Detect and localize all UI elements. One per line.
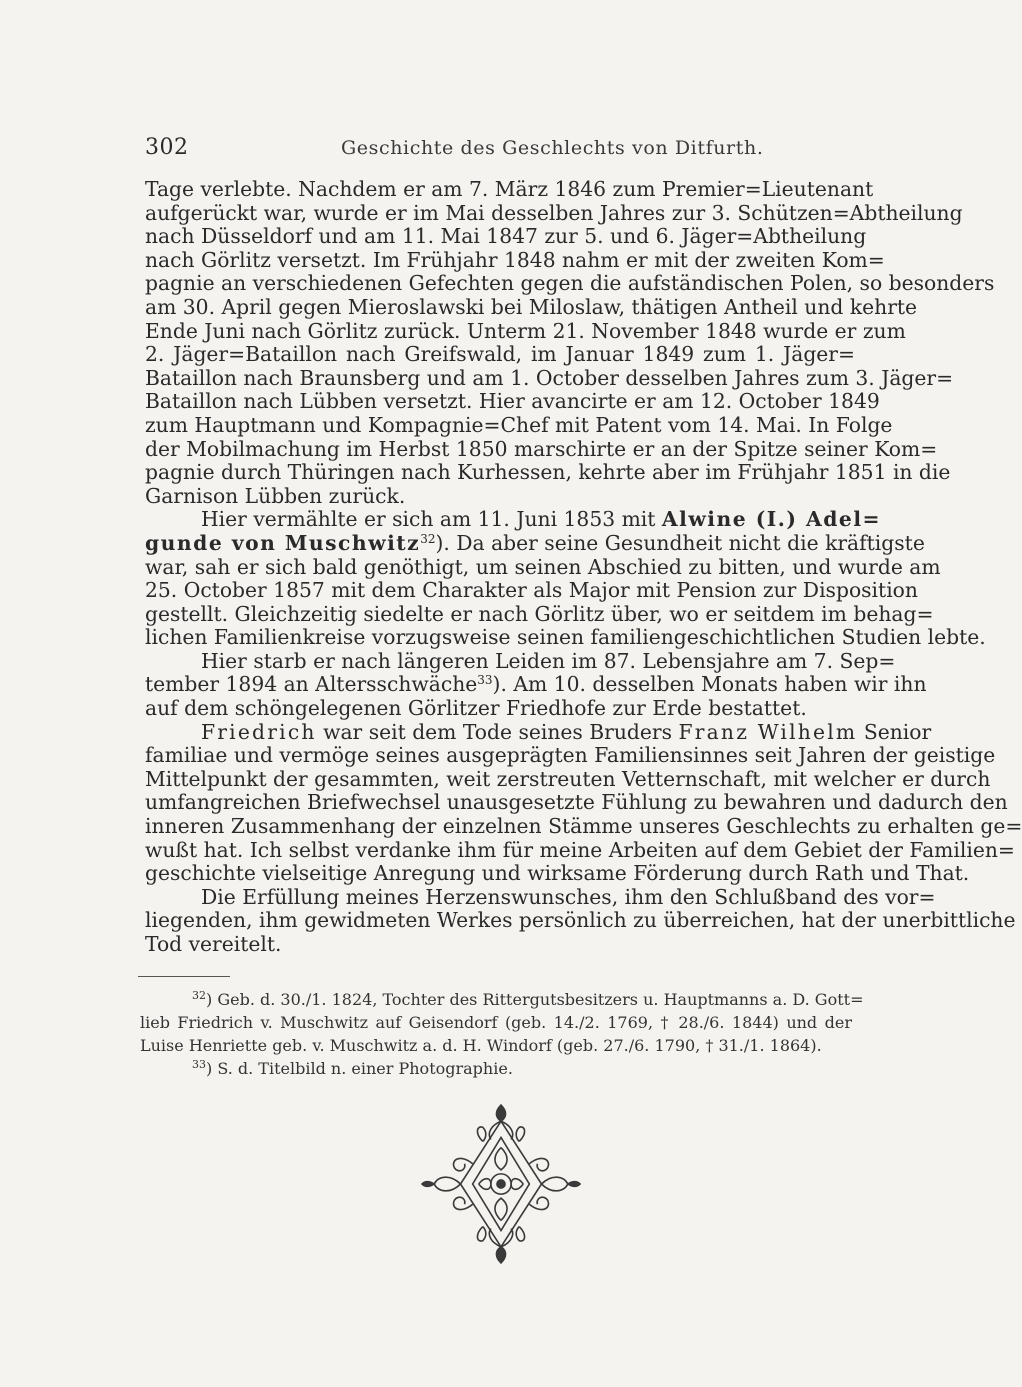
text-line — [145, 530, 925, 556]
text-line: liegenden, ihm gewidmeten Werkes persönlich zu überreichen, hat der unerbittliche — [145, 908, 1016, 933]
footnote-ref: 33 — [477, 673, 493, 688]
text-line: inneren Zusammenhang der einzelnen Stämme unseres Geschlechts zu erhalten ge= — [145, 814, 1022, 839]
person-name: Alwine (I.) Adel= — [661, 507, 882, 532]
text-run: ) S. d. Titelbild n. einer Photographie. — [206, 1059, 513, 1078]
footnotes — [140, 988, 864, 1080]
footnote-number: 32 — [192, 989, 206, 1002]
text-line: 2. Jäger=Bataillon nach Greifswald, im Januar 1849 zum 1. Jäger= — [145, 342, 855, 367]
text-line: 25. October 1857 mit dem Charakter als Major mit Pension zur Disposition — [145, 578, 918, 603]
text-line: Mittelpunkt der gesammten, weit zerstreuten Vetternschaft, mit welcher er durch — [145, 766, 991, 791]
text-line: wußt hat. Ich selbst verdanke ihm für meine Arbeiten auf dem Gebiet der Familien= — [145, 837, 1015, 862]
footnote-ref: 32 — [420, 531, 436, 546]
text-line: Garnison Lübben zurück. — [145, 483, 406, 508]
text-line: umfangreichen Briefwechsel unausgesetzte Fühlung zu bewahren und dadurch den — [145, 790, 1008, 815]
text-run: tember 1894 an Altersschwäche — [145, 672, 478, 697]
text-line: Ende Juni nach Görlitz zurück. Unterm 21. November 1848 wurde er zum — [145, 318, 906, 343]
text-line: am 30. April gegen Mieroslawski bei Miloslaw, thätigen Antheil und kehrte — [145, 294, 918, 319]
text-line — [145, 672, 927, 697]
text-line: gestellt. Gleichzeitig siedelte er nach Görlitz über, wo er seitdem im behag= — [145, 601, 934, 626]
footnote-number: 33 — [192, 1058, 206, 1071]
text-line: aufgerückt war, wurde er im Mai desselben Jahres zur 3. Schützen=Abtheilung — [145, 200, 963, 225]
running-head — [145, 133, 850, 163]
body-text — [145, 177, 1022, 957]
text-line — [145, 507, 882, 532]
page-number: 302 — [145, 135, 189, 160]
text-line: pagnie durch Thüringen nach Kurhessen, kehrte aber im Frühjahr 1851 in die — [145, 460, 951, 485]
person-name: Franz Wilhelm — [678, 719, 858, 744]
text-line: geschichte vielseitige Anregung und wirksame Förderung durch Rath und That. — [145, 861, 970, 886]
text-line: nach Görlitz versetzt. Im Frühjahr 1848 nahm er mit der zweiten Kom= — [145, 247, 885, 272]
footnote-line — [140, 988, 864, 1011]
person-name: Friedrich — [201, 719, 317, 744]
text-line: Die Erfüllung meines Herzenswunsches, ihm den Schlußband des vor= — [201, 884, 936, 909]
text-line: Tod vereitelt. — [145, 932, 282, 956]
text-run: war seit dem Tode seines Bruders — [316, 719, 679, 744]
text-line: war, sah er sich bald genöthigt, um seinen Abschied zu bitten, und wurde am — [145, 554, 941, 579]
text-line — [145, 719, 932, 745]
text-run: ). Da aber seine Gesundheit nicht die kräftigste — [435, 530, 925, 555]
text-line: Bataillon nach Lübben versetzt. Hier avancirte er am 12. October 1849 — [145, 389, 880, 414]
text-line: familiae und vermöge seines ausgeprägten Familiensinnes seit Jahren der geistige — [145, 743, 996, 768]
decorative-ornament-icon — [420, 1103, 582, 1265]
text-line: nach Düsseldorf und am 11. Mai 1847 zur 5. und 6. Jäger=Abtheilung — [145, 224, 867, 249]
running-title: Geschichte des Geschlechts von Ditfurth. — [341, 137, 764, 159]
text-run: Senior — [857, 719, 932, 744]
text-line: Bataillon nach Braunsberg und am 1. October desselben Jahres zum 3. Jäger= — [145, 365, 954, 390]
text-line: auf dem schöngelegenen Görlitzer Friedhofe zur Erde bestattet. — [145, 696, 807, 721]
text-run: ). Am 10. desselben Monats haben wir ihn — [492, 672, 927, 697]
text-line: der Mobilmachung im Herbst 1850 marschirte er an der Spitze seiner Kom= — [145, 436, 938, 461]
text-line: Tage verlebte. Nachdem er am 7. März 1846 zum Premier=Lieutenant — [145, 177, 874, 201]
text-line: pagnie an verschiedenen Gefechten gegen die aufständischen Polen, so besonders — [145, 271, 995, 296]
footnote-divider — [138, 976, 230, 977]
footnote-line: Luise Henriette geb. v. Muschwitz a. d. H. Windorf (geb. 27./6. 1790, † 31./1. 1864). — [140, 1036, 822, 1055]
text-run: ) Geb. d. 30./1. 1824, Tochter des Rittergutsbesitzers u. Hauptmanns a. D. Gott= — [206, 990, 864, 1009]
text-line: zum Hauptmann und Kompagnie=Chef mit Patent vom 14. Mai. In Folge — [145, 412, 893, 437]
text-run: Hier vermählte er sich am 11. Juni 1853 mit — [201, 507, 662, 532]
text-line: Hier starb er nach längeren Leiden im 87. Lebensjahre am 7. Sep= — [201, 648, 896, 673]
footnote-line — [140, 1057, 852, 1080]
text-line: lichen Familienkreise vorzugsweise seinen familiengeschichtlichen Studien lebte. — [145, 625, 986, 650]
footnote-line: lieb Friedrich v. Muschwitz auf Geisendorf (geb. 14./2. 1769, † 28./6. 1844) und der — [140, 1013, 852, 1032]
person-name: gunde von Muschwitz — [145, 530, 421, 555]
